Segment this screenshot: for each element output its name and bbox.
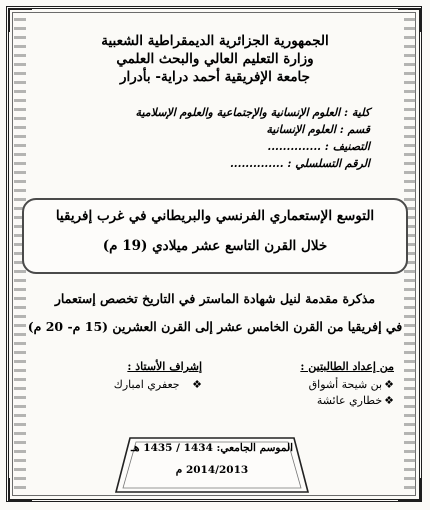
supervisor-name: ❖ جعفري امبارك: [113, 378, 202, 391]
corner-ornament: [8, 478, 32, 502]
thesis-title-line-1: التوسع الإستعماري الفرنسي والبريطاني في غرب إفريقيا: [55, 208, 375, 224]
supervisor-block: [62, 360, 202, 393]
classification-line: التصنيف : ..............: [267, 140, 370, 153]
diamond-bullet-icon: ❖: [384, 394, 394, 407]
faculty-line: كلية : العلوم الإنسانية والإجتماعية والعلوم الإسلامية: [135, 106, 370, 119]
memo-description: [24, 286, 406, 342]
academic-season-hijri: الموسم الجامعي: 1434 / 1435 هـ: [130, 442, 294, 454]
department-line: قسم : العلوم الإنسانية: [266, 123, 370, 136]
memo-line-1: مذكرة مقدمة لنيل شهادة الماستر في التاريخ تخصص إستعمار: [54, 291, 376, 306]
university-name: جامعة الإفريقية أحمد دراية- بأدرار: [119, 69, 311, 85]
academic-season-gregorian: 2014/2013 م: [175, 464, 249, 476]
authors-block: [244, 360, 394, 409]
academic-season-box: [112, 434, 312, 496]
ministry-name: وزارة التعليم العالي والبحث العلمي: [116, 51, 314, 67]
republic-name: الجمهورية الجزائرية الديمقراطية الشعبية: [101, 33, 329, 49]
thesis-title-line-2: خلال القرن التاسع عشر ميلادي (19 م): [102, 238, 328, 254]
info-block: [50, 104, 370, 172]
authors-label: من إعداد الطالبتين :: [300, 360, 394, 373]
corner-ornament: [398, 478, 422, 502]
serial-number-line: الرقم التسلسلي : ..............: [229, 157, 370, 170]
institution-header: [30, 32, 400, 86]
corner-ornament: [398, 8, 422, 32]
memo-line-2: في إفريقيا من القرن الخامس عشر إلى القرن العشرين (15 م- 20 م): [27, 319, 403, 334]
diamond-bullet-icon: ❖: [192, 378, 202, 391]
supervisor-label: إشراف الأستاذ :: [127, 360, 202, 373]
author-name: ❖بن شيحة أشواق: [308, 378, 394, 391]
thesis-title-box: [22, 198, 408, 274]
author-name: ❖خطاري عائشة: [316, 394, 394, 407]
corner-ornament: [8, 8, 32, 32]
diamond-bullet-icon: ❖: [384, 378, 394, 391]
